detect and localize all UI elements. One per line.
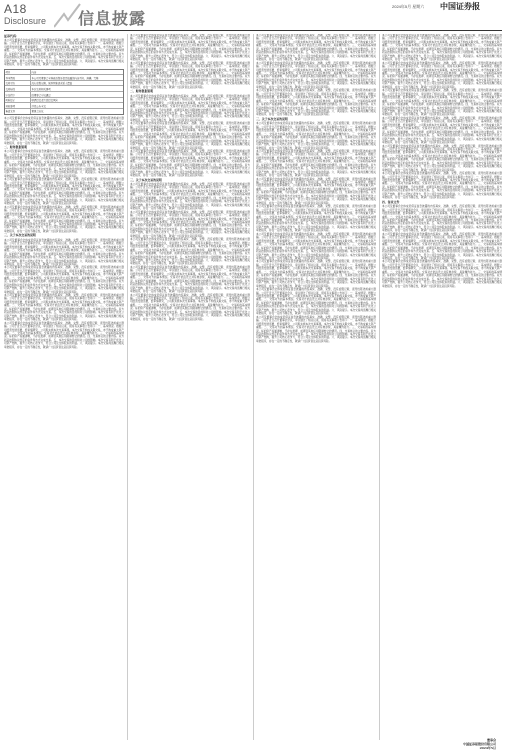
paragraph: 本公司及董事会全体成员保证信息披露的内容真实、准确、完整，没有虚假记载、误导性陈述或重大遗漏。公司于近日召开董事会会议，审议通过了相关议案，现将有关事项公告如下：一、基本情况。根据公司经营发展需要，经审慎研究，公司拟实施本次交易事项。本次交易不构成关联交易，亦不构成重大资产重组。二、交易对方的基本情况。交易对方依法设立并有效存续，具备履约能力。三、交易标的基本情况。标的资产权属清晰，不存在抵押、质押及其他任何限制转让的情况。四、交易协议的主要内容。双方同意按照协议约定的条件和方式完成交易。五、本次交易的目的和对公司的影响。本次交易有利于优化公司资产结构，提升公司核心竞争力，符合公司及全体股东的利益。六、风险提示。本次交易尚需履行相关审批程序，存在一定的不确定性，敬请广大投资者注意投资风险。 [4,117,124,145]
table-cell: 风险提示 [5,98,31,103]
table-cell: 经董事会审议通过 [31,93,51,97]
signature-block [426,738,496,750]
table-cell: 没有虚假记载、误导性陈述或重大遗漏 [31,82,73,86]
section-heading: 二、财务数据说明 [130,89,154,94]
section-heading: 三、关于本次交易的说明 [130,177,162,182]
paragraph: 本公司及董事会全体成员保证信息披露的内容真实、准确、完整，没有虚假记载、误导性陈述或重大遗漏。公司于近日召开董事会会议，审议通过了相关议案，现将有关事项公告如下：一、基本情况。根据公司经营发展需要，经审慎研究，公司拟实施本次交易事项。本次交易不构成关联交易，亦不构成重大资产重组。二、交易对方的基本情况。交易对方依法设立并有效存续，具备履约能力。三、交易标的基本情况。标的资产权属清晰，不存在抵押、质押及其他任何限制转让的情况。四、交易协议的主要内容。双方同意按照协议约定的条件和方式完成交易。五、本次交易的目的和对公司的影响。本次交易有利于优化公司资产结构，提升公司核心竞争力，符合公司及全体股东的利益。六、风险提示。本次交易尚需履行相关审批程序，存在一定的不确定性，敬请广大投资者注意投资风险。 [256,89,376,117]
paragraph: 本公司及董事会全体成员保证信息披露的内容真实、准确、完整，没有虚假记载、误导性陈述或重大遗漏。公司于近日召开董事会会议，审议通过了相关议案，现将有关事项公告如下：一、基本情况。根据公司经营发展需要，经审慎研究，公司拟实施本次交易事项。本次交易不构成关联交易，亦不构成重大资产重组。二、交易对方的基本情况。交易对方依法设立并有效存续，具备履约能力。三、交易标的基本情况。标的资产权属清晰，不存在抵押、质押及其他任何限制转让的情况。四、交易协议的主要内容。双方同意按照协议约定的条件和方式完成交易。五、本次交易的目的和对公司的影响。本次交易有利于优化公司资产结构，提升公司核心竞争力，符合公司及全体股东的利益。六、风险提示。本次交易尚需履行相关审批程序，存在一定的不确定性，敬请广大投资者注意投资风险。 [130,61,250,89]
section-heading: 二、财务数据说明 [4,145,28,149]
paragraph: 本公司及董事会全体成员保证信息披露的内容真实、准确、完整，没有虚假记载、误导性陈述或重大遗漏。公司于近日召开董事会会议，审议通过了相关议案，现将有关事项公告如下：一、基本情况。根据公司经营发展需要，经审慎研究，公司拟实施本次交易事项。本次交易不构成关联交易，亦不构成重大资产重组。二、交易对方的基本情况。交易对方依法设立并有效存续，具备履约能力。三、交易标的基本情况。标的资产权属清晰，不存在抵押、质押及其他任何限制转让的情况。四、交易协议的主要内容。双方同意按照协议约定的条件和方式完成交易。五、本次交易的目的和对公司的影响。本次交易有利于优化公司资产结构，提升公司核心竞争力，符合公司及全体股东的利益。六、风险提示。本次交易尚需履行相关审批程序，存在一定的不确定性，敬请广大投资者注意投资风险。 [382,89,502,117]
paragraph: 本公司及董事会全体成员保证信息披露的内容真实、准确、完整，没有虚假记载、误导性陈述或重大遗漏。公司于近日召开董事会会议，审议通过了相关议案，现将有关事项公告如下：一、基本情况。根据公司经营发展需要，经审慎研究，公司拟实施本次交易事项。本次交易不构成关联交易，亦不构成重大资产重组。二、交易对方的基本情况。交易对方依法设立并有效存续，具备履约能力。三、交易标的基本情况。标的资产权属清晰，不存在抵押、质押及其他任何限制转让的情况。四、交易协议的主要内容。双方同意按照协议约定的条件和方式完成交易。五、本次交易的目的和对公司的影响。本次交易有利于优化公司资产结构，提升公司核心竞争力，符合公司及全体股东的利益。六、风险提示。本次交易尚需履行相关审批程序，存在一定的不确定性，敬请广大投资者注意投资风险。 [130,34,250,62]
paragraph: 本公司及董事会全体成员保证信息披露的内容真实、准确、完整，没有虚假记载、误导性陈述或重大遗漏。公司于近日召开董事会会议，审议通过了相关议案，现将有关事项公告如下：一、基本情况。根据公司经营发展需要，经审慎研究，公司拟实施本次交易事项。本次交易不构成关联交易，亦不构成重大资产重组。二、交易对方的基本情况。交易对方依法设立并有效存续，具备履约能力。三、交易标的基本情况。标的资产权属清晰，不存在抵押、质押及其他任何限制转让的情况。四、交易协议的主要内容。双方同意按照协议约定的条件和方式完成交易。五、本次交易的目的和对公司的影响。本次交易有利于优化公司资产结构，提升公司核心竞争力，符合公司及全体股东的利益。六、风险提示。本次交易尚需履行相关审批程序，存在一定的不确定性，敬请广大投资者注意投资风险。 [130,149,250,178]
table-cell: 董事会决议 [31,110,44,114]
paragraph: 本公司及董事会全体成员保证信息披露的内容真实、准确、完整，没有虚假记载、误导性陈述或重大遗漏。公司于近日召开董事会会议，审议通过了相关议案，现将有关事项公告如下：一、基本情况。根据公司经营发展需要，经审慎研究，公司拟实施本次交易事项。本次交易不构成关联交易，亦不构成重大资产重组。二、交易对方的基本情况。交易对方依法设立并有效存续，具备履约能力。三、交易标的基本情况。标的资产权属清晰，不存在抵押、质押及其他任何限制转让的情况。四、交易协议的主要内容。双方同意按照协议约定的条件和方式完成交易。五、本次交易的目的和对公司的影响。本次交易有利于优化公司资产结构，提升公司核心竞争力，符合公司及全体股东的利益。六、风险提示。本次交易尚需履行相关审批程序，存在一定的不确定性，敬请广大投资者注意投资风险。 [256,34,376,62]
paragraph: 本公司及董事会全体成员保证信息披露的内容真实、准确、完整，没有虚假记载、误导性陈述或重大遗漏。公司于近日召开董事会会议，审议通过了相关议案，现将有关事项公告如下：一、基本情况。根据公司经营发展需要，经审慎研究，公司拟实施本次交易事项。本次交易不构成关联交易，亦不构成重大资产重组。二、交易对方的基本情况。交易对方依法设立并有效存续，具备履约能力。三、交易标的基本情况。标的资产权属清晰，不存在抵押、质押及其他任何限制转让的情况。四、交易协议的主要内容。双方同意按照协议约定的条件和方式完成交易。五、本次交易的目的和对公司的影响。本次交易有利于优化公司资产结构，提升公司核心竞争力，符合公司及全体股东的利益。六、风险提示。本次交易尚需履行相关审批程序，存在一定的不确定性，敬请广大投资者注意投资风险。 [4,266,124,294]
paragraph: 本公司及董事会全体成员保证信息披露的内容真实、准确、完整，没有虚假记载、误导性陈述或重大遗漏。公司于近日召开董事会会议，审议通过了相关议案，现将有关事项公告如下：一、基本情况。根据公司经营发展需要，经审慎研究，公司拟实施本次交易事项。本次交易不构成关联交易，亦不构成重大资产重组。二、交易对方的基本情况。交易对方依法设立并有效存续，具备履约能力。三、交易标的基本情况。标的资产权属清晰，不存在抵押、质押及其他任何限制转让的情况。四、交易协议的主要内容。双方同意按照协议约定的条件和方式完成交易。五、本次交易的目的和对公司的影响。本次交易有利于优化公司资产结构，提升公司核心竞争力，符合公司及全体股东的利益。六、风险提示。本次交易尚需履行相关审批程序，存在一定的不确定性，敬请广大投资者注意投资风险。 [130,94,250,122]
paragraph: 本公司及董事会全体成员保证信息披露的内容真实、准确、完整，没有虚假记载、误导性陈述或重大遗漏。公司于近日召开董事会会议，审议通过了相关议案，现将有关事项公告如下：一、基本情况。根据公司经营发展需要，经审慎研究，公司拟实施本次交易事项。本次交易不构成关联交易，亦不构成重大资产重组。二、交易对方的基本情况。交易对方依法设立并有效存续，具备履约能力。三、交易标的基本情况。标的资产权属清晰，不存在抵押、质押及其他任何限制转让的情况。四、交易协议的主要内容。双方同意按照协议约定的条件和方式完成交易。五、本次交易的目的和对公司的影响。本次交易有利于优化公司资产结构，提升公司核心竞争力，符合公司及全体股东的利益。六、风险提示。本次交易尚需履行相关审批程序，存在一定的不确定性，敬请广大投资者注意投资风险。 [382,205,502,233]
info-table [4,69,124,116]
signature-date: 2024年5月 [479,746,496,750]
table-cell: 详见公告全文 [31,104,46,108]
paragraph: 本公司及董事会全体成员保证信息披露的内容真实、准确、完整，没有虚假记载、误导性陈述或重大遗漏。公司于近日召开董事会会议，审议通过了相关议案，现将有关事项公告如下：一、基本情况。根据公司经营发展需要，经审慎研究，公司拟实施本次交易事项。本次交易不构成关联交易，亦不构成重大资产重组。二、交易对方的基本情况。交易对方依法设立并有效存续，具备履约能力。三、交易标的基本情况。标的资产权属清晰，不存在抵押、质押及其他任何限制转让的情况。四、交易协议的主要内容。双方同意按照协议约定的条件和方式完成交易。五、本次交易的目的和对公司的影响。本次交易有利于优化公司资产结构，提升公司核心竞争力，符合公司及全体股东的利益。六、风险提示。本次交易尚需履行相关审批程序，存在一定的不确定性，敬请广大投资者注意投资风险。 [130,210,250,238]
paragraph: 本公司及董事会全体成员保证信息披露的内容真实、准确、完整，没有虚假记载、误导性陈述或重大遗漏。公司于近日召开董事会会议，审议通过了相关议案，现将有关事项公告如下：一、基本情况。根据公司经营发展需要，经审慎研究，公司拟实施本次交易事项。本次交易不构成关联交易，亦不构成重大资产重组。二、交易对方的基本情况。交易对方依法设立并有效存续，具备履约能力。三、交易标的基本情况。标的资产权属清晰，不存在抵押、质押及其他任何限制转让的情况。四、交易协议的主要内容。双方同意按照协议约定的条件和方式完成交易。五、本次交易的目的和对公司的影响。本次交易有利于优化公司资产结构，提升公司核心竞争力，符合公司及全体股东的利益。六、风险提示。本次交易尚需履行相关审批程序，存在一定的不确定性，敬请广大投资者注意投资风险。 [382,260,502,288]
column-3 [256,34,376,740]
paragraph: 本公司及董事会全体成员保证信息披露的内容真实、准确、完整，没有虚假记载、误导性陈述或重大遗漏。公司于近日召开董事会会议，审议通过了相关议案，现将有关事项公告如下：一、基本情况。根据公司经营发展需要，经审慎研究，公司拟实施本次交易事项。本次交易不构成关联交易，亦不构成重大资产重组。二、交易对方的基本情况。交易对方依法设立并有效存续，具备履约能力。三、交易标的基本情况。标的资产权属清晰，不存在抵押、质押及其他任何限制转让的情况。四、交易协议的主要内容。双方同意按照协议约定的条件和方式完成交易。五、本次交易的目的和对公司的影响。本次交易有利于优化公司资产结构，提升公司核心竞争力，符合公司及全体股东的利益。六、风险提示。本次交易尚需履行相关审批程序，存在一定的不确定性，敬请广大投资者注意投资风险。 [256,177,376,205]
paragraph: 本公司及董事会全体成员保证信息披露的内容真实、准确、完整，没有虚假记载、误导性陈述或重大遗漏。公司于近日召开董事会会议，审议通过了相关议案，现将有关事项公告如下：一、基本情况。根据公司经营发展需要，经审慎研究，公司拟实施本次交易事项。本次交易不构成关联交易，亦不构成重大资产重组。二、交易对方的基本情况。交易对方依法设立并有效存续，具备履约能力。三、交易标的基本情况。标的资产权属清晰，不存在抵押、质押及其他任何限制转让的情况。四、交易协议的主要内容。双方同意按照协议约定的条件和方式完成交易。五、本次交易的目的和对公司的影响。本次交易有利于优化公司资产结构，提升公司核心竞争力，符合公司及全体股东的利益。六、风险提示。本次交易尚需履行相关审批程序，存在一定的不确定性，敬请广大投资者注意投资风险。 [382,232,502,260]
announcement-title: 证券代码： [4,34,20,38]
table-cell: 备查文件 [5,109,31,115]
paragraph: 本公司及董事会全体成员保证信息披露的内容真实、准确、完整，没有虚假记载、误导性陈述或重大遗漏。公司于近日召开董事会会议，审议通过了相关议案，现将有关事项公告如下：一、基本情况。根据公司经营发展需要，经审慎研究，公司拟实施本次交易事项。本次交易不构成关联交易，亦不构成重大资产重组。二、交易对方的基本情况。交易对方依法设立并有效存续，具备履约能力。三、交易标的基本情况。标的资产权属清晰，不存在抵押、质押及其他任何限制转让的情况。四、交易协议的主要内容。双方同意按照协议约定的条件和方式完成交易。五、本次交易的目的和对公司的影响。本次交易有利于优化公司资产结构，提升公司核心竞争力，符合公司及全体股东的利益。六、风险提示。本次交易尚需履行相关审批程序，存在一定的不确定性，敬请广大投资者注意投资风险。 [382,61,502,89]
table-cell: 本次交易相关事项 [31,87,51,91]
paragraph: 本公司及董事会全体成员保证信息披露的内容真实、准确、完整，没有虚假记载、误导性陈述或重大遗漏。公司于近日召开董事会会议，审议通过了相关议案，现将有关事项公告如下：一、基本情况。根据公司经营发展需要，经审慎研究，公司拟实施本次交易事项。本次交易不构成关联交易，亦不构成重大资产重组。二、交易对方的基本情况。交易对方依法设立并有效存续，具备履约能力。三、交易标的基本情况。标的资产权属清晰，不存在抵押、质押及其他任何限制转让的情况。四、交易协议的主要内容。双方同意按照协议约定的条件和方式完成交易。五、本次交易的目的和对公司的影响。本次交易有利于优化公司资产结构，提升公司核心竞争力，符合公司及全体股东的利益。六、风险提示。本次交易尚需履行相关审批程序，存在一定的不确定性，敬请广大投资者注意投资风险。 [130,238,250,266]
paragraph: 本公司及董事会全体成员保证信息披露的内容真实、准确、完整，没有虚假记载、误导性陈述或重大遗漏。公司于近日召开董事会会议，审议通过了相关议案，现将有关事项公告如下：一、基本情况。根据公司经营发展需要，经审慎研究，公司拟实施本次交易事项。本次交易不构成关联交易，亦不构成重大资产重组。二、交易对方的基本情况。交易对方依法设立并有效存续，具备履约能力。三、交易标的基本情况。标的资产权属清晰，不存在抵押、质押及其他任何限制转让的情况。四、交易协议的主要内容。双方同意按照协议约定的条件和方式完成交易。五、本次交易的目的和对公司的影响。本次交易有利于优化公司资产结构，提升公司核心竞争力，符合公司及全体股东的利益。六、风险提示。本次交易尚需履行相关审批程序，存在一定的不确定性，敬请广大投资者注意投资风险。 [4,205,124,233]
issue-date: 2024年5月 星期六 [392,4,425,9]
page-body [4,34,502,740]
paragraph: 本公司及董事会全体成员保证信息披露的内容真实、准确、完整，没有虚假记载、误导性陈述或重大遗漏。公司于近日召开董事会会议，审议通过了相关议案，现将有关事项公告如下：一、基本情况。根据公司经营发展需要，经审慎研究，公司拟实施本次交易事项。本次交易不构成关联交易，亦不构成重大资产重组。二、交易对方的基本情况。交易对方依法设立并有效存续，具备履约能力。三、交易标的基本情况。标的资产权属清晰，不存在抵押、质押及其他任何限制转让的情况。四、交易协议的主要内容。双方同意按照协议约定的条件和方式完成交易。五、本次交易的目的和对公司的影响。本次交易有利于优化公司资产结构，提升公司核心竞争力，符合公司及全体股东的利益。六、风险提示。本次交易尚需履行相关审批程序，存在一定的不确定性，敬请广大投资者注意投资风险。 [256,122,376,150]
newspaper-name: 中国证券报 [440,1,480,11]
table-cell: 交易标的 [5,86,31,91]
paragraph: 本公司及董事会全体成员保证信息披露的内容真实、准确、完整，没有虚假记载、误导性陈述或重大遗漏。公司于近日召开董事会会议，审议通过了相关议案，现将有关事项公告如下：一、基本情况。根据公司经营发展需要，经审慎研究，公司拟实施本次交易事项。本次交易不构成关联交易，亦不构成重大资产重组。二、交易对方的基本情况。交易对方依法设立并有效存续，具备履约能力。三、交易标的基本情况。标的资产权属清晰，不存在抵押、质押及其他任何限制转让的情况。四、交易协议的主要内容。双方同意按照协议约定的条件和方式完成交易。五、本次交易的目的和对公司的影响。本次交易有利于优化公司资产结构，提升公司核心竞争力，符合公司及全体股东的利益。六、风险提示。本次交易尚需履行相关审批程序，存在一定的不确定性，敬请广大投资者注意投资风险。 [256,205,376,233]
section-heading: 三、关于本次交易的说明 [256,116,288,121]
table-cell: 审议程序 [5,92,31,97]
table-cell: 本公司及董事会全体成员保证信息披露的内容真实、准确、完整 [31,76,99,80]
paragraph: 本公司及董事会全体成员保证信息披露的内容真实、准确、完整，没有虚假记载、误导性陈述或重大遗漏。公司于近日召开董事会会议，审议通过了相关议案，现将有关事项公告如下：一、基本情况。根据公司经营发展需要，经审慎研究，公司拟实施本次交易事项。本次交易不构成关联交易，亦不构成重大资产重组。二、交易对方的基本情况。交易对方依法设立并有效存续，具备履约能力。三、交易标的基本情况。标的资产权属清晰，不存在抵押、质押及其他任何限制转让的情况。四、交易协议的主要内容。双方同意按照协议约定的条件和方式完成交易。五、本次交易的目的和对公司的影响。本次交易有利于优化公司资产结构，提升公司核心竞争力，符合公司及全体股东的利益。六、风险提示。本次交易尚需履行相关审批程序，存在一定的不确定性，敬请广大投资者注意投资风险。 [130,122,250,150]
paragraph: 本公司及董事会全体成员保证信息披露的内容真实、准确、完整，没有虚假记载、误导性陈述或重大遗漏。公司于近日召开董事会会议，审议通过了相关议案，现将有关事项公告如下：一、基本情况。根据公司经营发展需要，经审慎研究，公司拟实施本次交易事项。本次交易不构成关联交易，亦不构成重大资产重组。二、交易对方的基本情况。交易对方依法设立并有效存续，具备履约能力。三、交易标的基本情况。标的资产权属清晰，不存在抵押、质押及其他任何限制转让的情况。四、交易协议的主要内容。双方同意按照协议约定的条件和方式完成交易。五、本次交易的目的和对公司的影响。本次交易有利于优化公司资产结构，提升公司核心竞争力，符合公司及全体股东的利益。六、风险提示。本次交易尚需履行相关审批程序，存在一定的不确定性，敬请广大投资者注意投资风险。 [256,288,376,316]
paragraph: 本公司及董事会全体成员保证信息披露的内容真实、准确、完整，没有虚假记载、误导性陈述或重大遗漏。公司于近日召开董事会会议，审议通过了相关议案，现将有关事项公告如下：一、基本情况。根据公司经营发展需要，经审慎研究，公司拟实施本次交易事项。本次交易不构成关联交易，亦不构成重大资产重组。二、交易对方的基本情况。交易对方依法设立并有效存续，具备履约能力。三、交易标的基本情况。标的资产权属清晰，不存在抵押、质押及其他任何限制转让的情况。四、交易协议的主要内容。双方同意按照协议约定的条件和方式完成交易。五、本次交易的目的和对公司的影响。本次交易有利于优化公司资产结构，提升公司核心竞争力，符合公司及全体股东的利益。六、风险提示。本次交易尚需履行相关审批程序，存在一定的不确定性，敬请广大投资者注意投资风险。 [4,321,124,349]
paragraph: 本公司及董事会全体成员保证信息披露的内容真实、准确、完整，没有虚假记载、误导性陈述或重大遗漏。公司于近日召开董事会会议，审议通过了相关议案，现将有关事项公告如下：一、基本情况。根据公司经营发展需要，经审慎研究，公司拟实施本次交易事项。本次交易不构成关联交易，亦不构成重大资产重组。二、交易对方的基本情况。交易对方依法设立并有效存续，具备履约能力。三、交易标的基本情况。标的资产权属清晰，不存在抵押、质押及其他任何限制转让的情况。四、交易协议的主要内容。双方同意按照协议约定的条件和方式完成交易。五、本次交易的目的和对公司的影响。本次交易有利于优化公司资产结构，提升公司核心竞争力，符合公司及全体股东的利益。六、风险提示。本次交易尚需履行相关审批程序，存在一定的不确定性，敬请广大投资者注意投资风险。 [256,315,376,343]
signature-line: 董事会 [486,738,496,742]
table-cell: 敬请投资者注意投资风险 [31,99,58,103]
section-heading: 四、备查文件 [382,199,400,204]
header-rule [4,30,502,31]
paragraph: 本公司及董事会全体成员保证信息披露的内容真实、准确、完整，没有虚假记载、误导性陈述或重大遗漏。公司于近日召开董事会会议，审议通过了相关议案，现将有关事项公告如下：一、基本情况。根据公司经营发展需要，经审慎研究，公司拟实施本次交易事项。本次交易不构成关联交易，亦不构成重大资产重组。二、交易对方的基本情况。交易对方依法设立并有效存续，具备履约能力。三、交易标的基本情况。标的资产权属清晰，不存在抵押、质押及其他任何限制转让的情况。四、交易协议的主要内容。双方同意按照协议约定的条件和方式完成交易。五、本次交易的目的和对公司的影响。本次交易有利于优化公司资产结构，提升公司核心竞争力，符合公司及全体股东的利益。六、风险提示。本次交易尚需履行相关审批程序，存在一定的不确定性，敬请广大投资者注意投资风险。 [4,150,124,178]
paragraph: 本公司及董事会全体成员保证信息披露的内容真实、准确、完整，没有虚假记载、误导性陈述或重大遗漏。公司于近日召开董事会会议，审议通过了相关议案，现将有关事项公告如下：一、基本情况。根据公司经营发展需要，经审慎研究，公司拟实施本次交易事项。本次交易不构成关联交易，亦不构成重大资产重组。二、交易对方的基本情况。交易对方依法设立并有效存续，具备履约能力。三、交易标的基本情况。标的资产权属清晰，不存在抵押、质押及其他任何限制转让的情况。四、交易协议的主要内容。双方同意按照协议约定的条件和方式完成交易。五、本次交易的目的和对公司的影响。本次交易有利于优化公司资产结构，提升公司核心竞争力，符合公司及全体股东的利益。六、风险提示。本次交易尚需履行相关审批程序，存在一定的不确定性，敬请广大投资者注意投资风险。 [130,183,250,211]
table-row [5,109,123,115]
section-heading: 三、关于本次交易的说明 [4,233,36,238]
paragraph: 本公司及董事会全体成员保证信息披露的内容真实、准确、完整，没有虚假记载、误导性陈述或重大遗漏。公司于近日召开董事会会议，审议通过了相关议案，现将有关事项公告如下：一、基本情况。根据公司经营发展需要，经审慎研究，公司拟实施本次交易事项。本次交易不构成关联交易，亦不构成重大资产重组。二、交易对方的基本情况。交易对方依法设立并有效存续，具备履约能力。三、交易标的基本情况。标的资产权属清晰，不存在抵押、质押及其他任何限制转让的情况。四、交易协议的主要内容。双方同意按照协议约定的条件和方式完成交易。五、本次交易的目的和对公司的影响。本次交易有利于优化公司资产结构，提升公司核心竞争力，符合公司及全体股东的利益。六、风险提示。本次交易尚需履行相关审批程序，存在一定的不确定性，敬请广大投资者注意投资风险。 [4,238,124,266]
section-name-cn: 信息披露 [78,9,147,28]
paragraph: 本公司及董事会全体成员保证信息披露的内容真实、准确、完整，没有虚假记载、误导性陈述或重大遗漏。公司于近日召开董事会会议，审议通过了相关议案，现将有关事项公告如下：一、基本情况。根据公司经营发展需要，经审慎研究，公司拟实施本次交易事项。本次交易不构成关联交易，亦不构成重大资产重组。二、交易对方的基本情况。交易对方依法设立并有效存续，具备履约能力。三、交易标的基本情况。标的资产权属清晰，不存在抵押、质押及其他任何限制转让的情况。四、交易协议的主要内容。双方同意按照协议约定的条件和方式完成交易。五、本次交易的目的和对公司的影响。本次交易有利于优化公司资产结构，提升公司核心竞争力，符合公司及全体股东的利益。六、风险提示。本次交易尚需履行相关审批程序，存在一定的不确定性，敬请广大投资者注意投资风险。 [382,116,502,145]
column-2 [130,34,250,740]
paragraph: 本公司及董事会全体成员保证信息披露的内容真实、准确、完整，没有虚假记载、误导性陈述或重大遗漏。公司于近日召开董事会会议，审议通过了相关议案，现将有关事项公告如下：一、基本情况。根据公司经营发展需要，经审慎研究，公司拟实施本次交易事项。本次交易不构成关联交易，亦不构成重大资产重组。二、交易对方的基本情况。交易对方依法设立并有效存续，具备履约能力。三、交易标的基本情况。标的资产权属清晰，不存在抵押、质押及其他任何限制转让的情况。四、交易协议的主要内容。双方同意按照协议约定的条件和方式完成交易。五、本次交易的目的和对公司的影响。本次交易有利于优化公司资产结构，提升公司核心竞争力，符合公司及全体股东的利益。六、风险提示。本次交易尚需履行相关审批程序，存在一定的不确定性，敬请广大投资者注意投资风险。 [256,232,376,260]
paragraph: 本公司及董事会全体成员保证信息披露的内容真实、准确、完整，没有虚假记载、误导性陈述或重大遗漏。公司于近日召开董事会会议，审议通过了相关议案，现将有关事项公告如下：一、基本情况。根据公司经营发展需要，经审慎研究，公司拟实施本次交易事项。本次交易不构成关联交易，亦不构成重大资产重组。二、交易对方的基本情况。交易对方依法设立并有效存续，具备履约能力。三、交易标的基本情况。标的资产权属清晰，不存在抵押、质押及其他任何限制转让的情况。四、交易协议的主要内容。双方同意按照协议约定的条件和方式完成交易。五、本次交易的目的和对公司的影响。本次交易有利于优化公司资产结构，提升公司核心竞争力，符合公司及全体股东的利益。六、风险提示。本次交易尚需履行相关审批程序，存在一定的不确定性，敬请广大投资者注意投资风险。 [256,61,376,89]
paragraph: 本公司及董事会全体成员保证信息披露的内容真实、准确、完整，没有虚假记载、误导性陈述或重大遗漏。公司于近日召开董事会会议，审议通过了相关议案，现将有关事项公告如下：一、基本情况。根据公司经营发展需要，经审慎研究，公司拟实施本次交易事项。本次交易不构成关联交易，亦不构成重大资产重组。二、交易对方的基本情况。交易对方依法设立并有效存续，具备履约能力。三、交易标的基本情况。标的资产权属清晰，不存在抵押、质押及其他任何限制转让的情况。四、交易协议的主要内容。双方同意按照协议约定的条件和方式完成交易。五、本次交易的目的和对公司的影响。本次交易有利于优化公司资产结构，提升公司核心竞争力，符合公司及全体股东的利益。六、风险提示。本次交易尚需履行相关审批程序，存在一定的不确定性，敬请广大投资者注意投资风险。 [4,294,124,322]
paragraph: 本公司及董事会全体成员保证信息披露的内容真实、准确、完整，没有虚假记载、误导性陈述或重大遗漏。公司于近日召开董事会会议，审议通过了相关议案，现将有关事项公告如下：一、基本情况。根据公司经营发展需要，经审慎研究，公司拟实施本次交易事项。本次交易不构成关联交易，亦不构成重大资产重组。二、交易对方的基本情况。交易对方依法设立并有效存续，具备履约能力。三、交易标的基本情况。标的资产权属清晰，不存在抵押、质押及其他任何限制转让的情况。四、交易协议的主要内容。双方同意按照协议约定的条件和方式完成交易。五、本次交易的目的和对公司的影响。本次交易有利于优化公司资产结构，提升公司核心竞争力，符合公司及全体股东的利益。六、风险提示。本次交易尚需履行相关审批程序，存在一定的不确定性，敬请广大投资者注意投资风险。 [256,149,376,178]
paragraph: 本公司及董事会全体成员保证信息披露的内容真实、准确、完整，没有虚假记载、误导性陈述或重大遗漏。公司于近日召开董事会会议，审议通过了相关议案，现将有关事项公告如下：一、基本情况。根据公司经营发展需要，经审慎研究，公司拟实施本次交易事项。本次交易不构成关联交易，亦不构成重大资产重组。二、交易对方的基本情况。交易对方依法设立并有效存续，具备履约能力。三、交易标的基本情况。标的资产权属清晰，不存在抵押、质押及其他任何限制转让的情况。四、交易协议的主要内容。双方同意按照协议约定的条件和方式完成交易。五、本次交易的目的和对公司的影响。本次交易有利于优化公司资产结构，提升公司核心竞争力，符合公司及全体股东的利益。六、风险提示。本次交易尚需履行相关审批程序，存在一定的不确定性，敬请广大投资者注意投资风险。 [256,260,376,288]
paragraph: 本公司及董事会全体成员保证信息披露的内容真实、准确、完整，没有虚假记载、误导性陈述或重大遗漏。公司于近日召开董事会会议，审议通过了相关议案，现将有关事项公告如下：一、基本情况。根据公司经营发展需要，经审慎研究，公司拟实施本次交易事项。本次交易不构成关联交易，亦不构成重大资产重组。二、交易对方的基本情况。交易对方依法设立并有效存续，具备履约能力。三、交易标的基本情况。标的资产权属清晰，不存在抵押、质押及其他任何限制转让的情况。四、交易协议的主要内容。双方同意按照协议约定的条件和方式完成交易。五、本次交易的目的和对公司的影响。本次交易有利于优化公司资产结构，提升公司核心竞争力，符合公司及全体股东的利益。六、风险提示。本次交易尚需履行相关审批程序，存在一定的不确定性，敬请广大投资者注意投资风险。 [4,39,124,67]
paragraph: 本公司及董事会全体成员保证信息披露的内容真实、准确、完整，没有虚假记载、误导性陈述或重大遗漏。公司于近日召开董事会会议，审议通过了相关议案，现将有关事项公告如下：一、基本情况。根据公司经营发展需要，经审慎研究，公司拟实施本次交易事项。本次交易不构成关联交易，亦不构成重大资产重组。二、交易对方的基本情况。交易对方依法设立并有效存续，具备履约能力。三、交易标的基本情况。标的资产权属清晰，不存在抵押、质押及其他任何限制转让的情况。四、交易协议的主要内容。双方同意按照协议约定的条件和方式完成交易。五、本次交易的目的和对公司的影响。本次交易有利于优化公司资产结构，提升公司核心竞争力，符合公司及全体股东的利益。六、风险提示。本次交易尚需履行相关审批程序，存在一定的不确定性，敬请广大投资者注意投资风险。 [382,144,502,172]
paragraph: 本公司及董事会全体成员保证信息披露的内容真实、准确、完整，没有虚假记载、误导性陈述或重大遗漏。公司于近日召开董事会会议，审议通过了相关议案，现将有关事项公告如下：一、基本情况。根据公司经营发展需要，经审慎研究，公司拟实施本次交易事项。本次交易不构成关联交易，亦不构成重大资产重组。二、交易对方的基本情况。交易对方依法设立并有效存续，具备履约能力。三、交易标的基本情况。标的资产权属清晰，不存在抵押、质押及其他任何限制转让的情况。四、交易协议的主要内容。双方同意按照协议约定的条件和方式完成交易。五、本次交易的目的和对公司的影响。本次交易有利于优化公司资产结构，提升公司核心竞争力，符合公司及全体股东的利益。六、风险提示。本次交易尚需履行相关审批程序，存在一定的不确定性，敬请广大投资者注意投资风险。 [130,293,250,321]
column-1 [4,34,124,740]
column-4 [382,34,502,740]
section-name-en: Disclosure [4,16,47,26]
table-cell: 项目 [5,70,31,75]
table-cell: 基本情况 [5,75,31,80]
paragraph: 本公司及董事会全体成员保证信息披露的内容真实、准确、完整，没有虚假记载、误导性陈述或重大遗漏。公司于近日召开董事会会议，审议通过了相关议案，现将有关事项公告如下：一、基本情况。根据公司经营发展需要，经审慎研究，公司拟实施本次交易事项。本次交易不构成关联交易，亦不构成重大资产重组。二、交易对方的基本情况。交易对方依法设立并有效存续，具备履约能力。三、交易标的基本情况。标的资产权属清晰，不存在抵押、质押及其他任何限制转让的情况。四、交易协议的主要内容。双方同意按照协议约定的条件和方式完成交易。五、本次交易的目的和对公司的影响。本次交易有利于优化公司资产结构，提升公司核心竞争力，符合公司及全体股东的利益。六、风险提示。本次交易尚需履行相关审批程序，存在一定的不确定性，敬请广大投资者注意投资风险。 [4,178,124,206]
table-cell: 交易对方 [5,81,31,86]
table-cell: 其他事项 [5,103,31,108]
table-cell: 内容 [31,71,37,75]
paragraph: 本公司及董事会全体成员保证信息披露的内容真实、准确、完整，没有虚假记载、误导性陈述或重大遗漏。公司于近日召开董事会会议，审议通过了相关议案，现将有关事项公告如下：一、基本情况。根据公司经营发展需要，经审慎研究，公司拟实施本次交易事项。本次交易不构成关联交易，亦不构成重大资产重组。二、交易对方的基本情况。交易对方依法设立并有效存续，具备履约能力。三、交易标的基本情况。标的资产权属清晰，不存在抵押、质押及其他任何限制转让的情况。四、交易协议的主要内容。双方同意按照协议约定的条件和方式完成交易。五、本次交易的目的和对公司的影响。本次交易有利于优化公司资产结构，提升公司核心竞争力，符合公司及全体股东的利益。六、风险提示。本次交易尚需履行相关审批程序，存在一定的不确定性，敬请广大投资者注意投资风险。 [130,265,250,294]
page-number: A18 [4,2,27,16]
signature-line: 中国证券报股份有限公司 [462,742,496,746]
paragraph: 本公司及董事会全体成员保证信息披露的内容真实、准确、完整，没有虚假记载、误导性陈述或重大遗漏。公司于近日召开董事会会议，审议通过了相关议案，现将有关事项公告如下：一、基本情况。根据公司经营发展需要，经审慎研究，公司拟实施本次交易事项。本次交易不构成关联交易，亦不构成重大资产重组。二、交易对方的基本情况。交易对方依法设立并有效存续，具备履约能力。三、交易标的基本情况。标的资产权属清晰，不存在抵押、质押及其他任何限制转让的情况。四、交易协议的主要内容。双方同意按照协议约定的条件和方式完成交易。五、本次交易的目的和对公司的影响。本次交易有利于优化公司资产结构，提升公司核心竞争力，符合公司及全体股东的利益。六、风险提示。本次交易尚需履行相关审批程序，存在一定的不确定性，敬请广大投资者注意投资风险。 [382,172,502,200]
page-header [0,0,506,30]
paragraph: 本公司及董事会全体成员保证信息披露的内容真实、准确、完整，没有虚假记载、误导性陈述或重大遗漏。公司于近日召开董事会会议，审议通过了相关议案，现将有关事项公告如下：一、基本情况。根据公司经营发展需要，经审慎研究，公司拟实施本次交易事项。本次交易不构成关联交易，亦不构成重大资产重组。二、交易对方的基本情况。交易对方依法设立并有效存续，具备履约能力。三、交易标的基本情况。标的资产权属清晰，不存在抵押、质押及其他任何限制转让的情况。四、交易协议的主要内容。双方同意按照协议约定的条件和方式完成交易。五、本次交易的目的和对公司的影响。本次交易有利于优化公司资产结构，提升公司核心竞争力，符合公司及全体股东的利益。六、风险提示。本次交易尚需履行相关审批程序，存在一定的不确定性，敬请广大投资者注意投资风险。 [382,34,502,62]
